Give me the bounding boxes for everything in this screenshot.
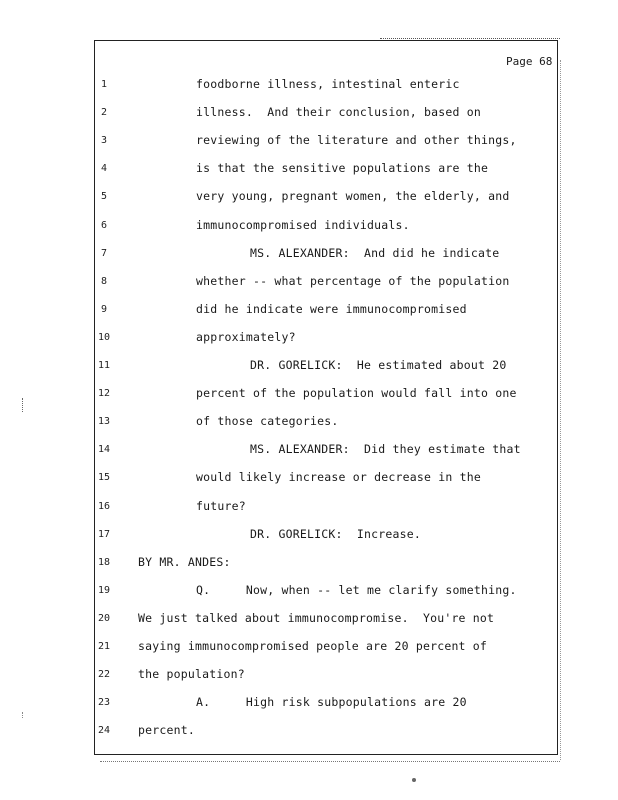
transcript-line <box>0 161 618 181</box>
transcript-line <box>0 330 618 350</box>
transcript-line <box>0 386 618 406</box>
line-text: reviewing of the literature and other things, <box>196 133 517 148</box>
line-number: 4 <box>100 163 108 175</box>
line-number: 19 <box>97 584 111 596</box>
transcript-line <box>0 611 618 631</box>
transcript-line <box>0 667 618 687</box>
line-text: foodborne illness, intestinal enteric <box>196 77 460 91</box>
line-text: of those categories. <box>196 414 339 429</box>
line-number: 20 <box>97 612 111 624</box>
line-number: 21 <box>97 641 111 652</box>
line-number: 2 <box>100 107 108 119</box>
transcript-line <box>0 555 618 575</box>
scan-artifact-bottom <box>100 761 560 764</box>
line-text: future? <box>196 498 246 513</box>
transcript-line <box>0 358 618 378</box>
line-text: MS. ALEXANDER: And did he indicate <box>250 245 500 260</box>
line-number: 13 <box>97 416 111 428</box>
transcript-line <box>0 499 618 519</box>
transcript-line <box>0 583 618 603</box>
line-text: very young, pregnant women, the elderly, and <box>196 189 510 204</box>
line-text: illness. And their conclusion, based on <box>196 105 481 120</box>
line-number: 7 <box>100 247 108 259</box>
transcript-line <box>0 639 618 659</box>
line-number: 18 <box>97 556 111 568</box>
line-number: 8 <box>100 275 108 287</box>
line-text: would likely increase or decrease in the <box>196 470 481 485</box>
transcript-line <box>0 77 618 97</box>
line-text: A. High risk subpopulations are 20 <box>196 695 467 710</box>
line-number: 14 <box>97 444 111 456</box>
transcript-line <box>0 133 618 153</box>
line-text: did he indicate were immunocompromised <box>196 301 467 316</box>
line-text: percent of the population would fall into one <box>196 386 517 401</box>
transcript-line <box>0 218 618 238</box>
transcript-line <box>0 302 618 322</box>
scan-mark <box>412 778 416 782</box>
line-number: 11 <box>97 360 111 371</box>
transcript-line <box>0 246 618 266</box>
line-number: 15 <box>97 472 111 484</box>
line-number: 17 <box>97 528 111 540</box>
line-text: whether -- what percentage of the population <box>196 273 510 288</box>
line-number: 24 <box>97 725 111 737</box>
line-text: percent. <box>138 723 195 738</box>
transcript-line <box>0 527 618 547</box>
line-text: approximately? <box>196 329 296 344</box>
line-number: 9 <box>100 303 108 315</box>
line-number: 22 <box>97 669 111 681</box>
transcript-line <box>0 470 618 490</box>
line-text: the population? <box>138 667 245 682</box>
line-text: Q. Now, when -- let me clarify something. <box>196 582 517 597</box>
line-number: 10 <box>97 331 111 343</box>
line-number: 5 <box>100 191 108 203</box>
line-text: saying immunocompromised people are 20 percent of <box>138 639 488 653</box>
line-text: DR. GORELICK: He estimated about 20 <box>250 358 507 372</box>
line-number: 12 <box>97 388 111 400</box>
line-text: DR. GORELICK: Increase. <box>250 526 421 541</box>
line-text: We just talked about immunocompromise. You're not <box>138 610 495 625</box>
line-text: immunocompromised individuals. <box>196 217 410 232</box>
line-text: MS. ALEXANDER: Did they estimate that <box>250 442 521 457</box>
line-number: 3 <box>100 135 108 147</box>
transcript-line <box>0 105 618 125</box>
transcript-line <box>0 723 618 743</box>
line-text: BY MR. ANDES: <box>138 554 231 569</box>
transcript-line <box>0 442 618 462</box>
transcript-line <box>0 414 618 434</box>
line-text: is that the sensitive populations are the <box>196 161 489 176</box>
transcript-line <box>0 274 618 294</box>
line-number: 23 <box>97 697 111 709</box>
line-number: 1 <box>100 79 108 90</box>
line-number: 16 <box>97 500 111 512</box>
line-number: 6 <box>100 219 108 231</box>
page-number: Page 68 <box>506 55 553 68</box>
transcript-line <box>0 189 618 209</box>
transcript-line <box>0 695 618 715</box>
